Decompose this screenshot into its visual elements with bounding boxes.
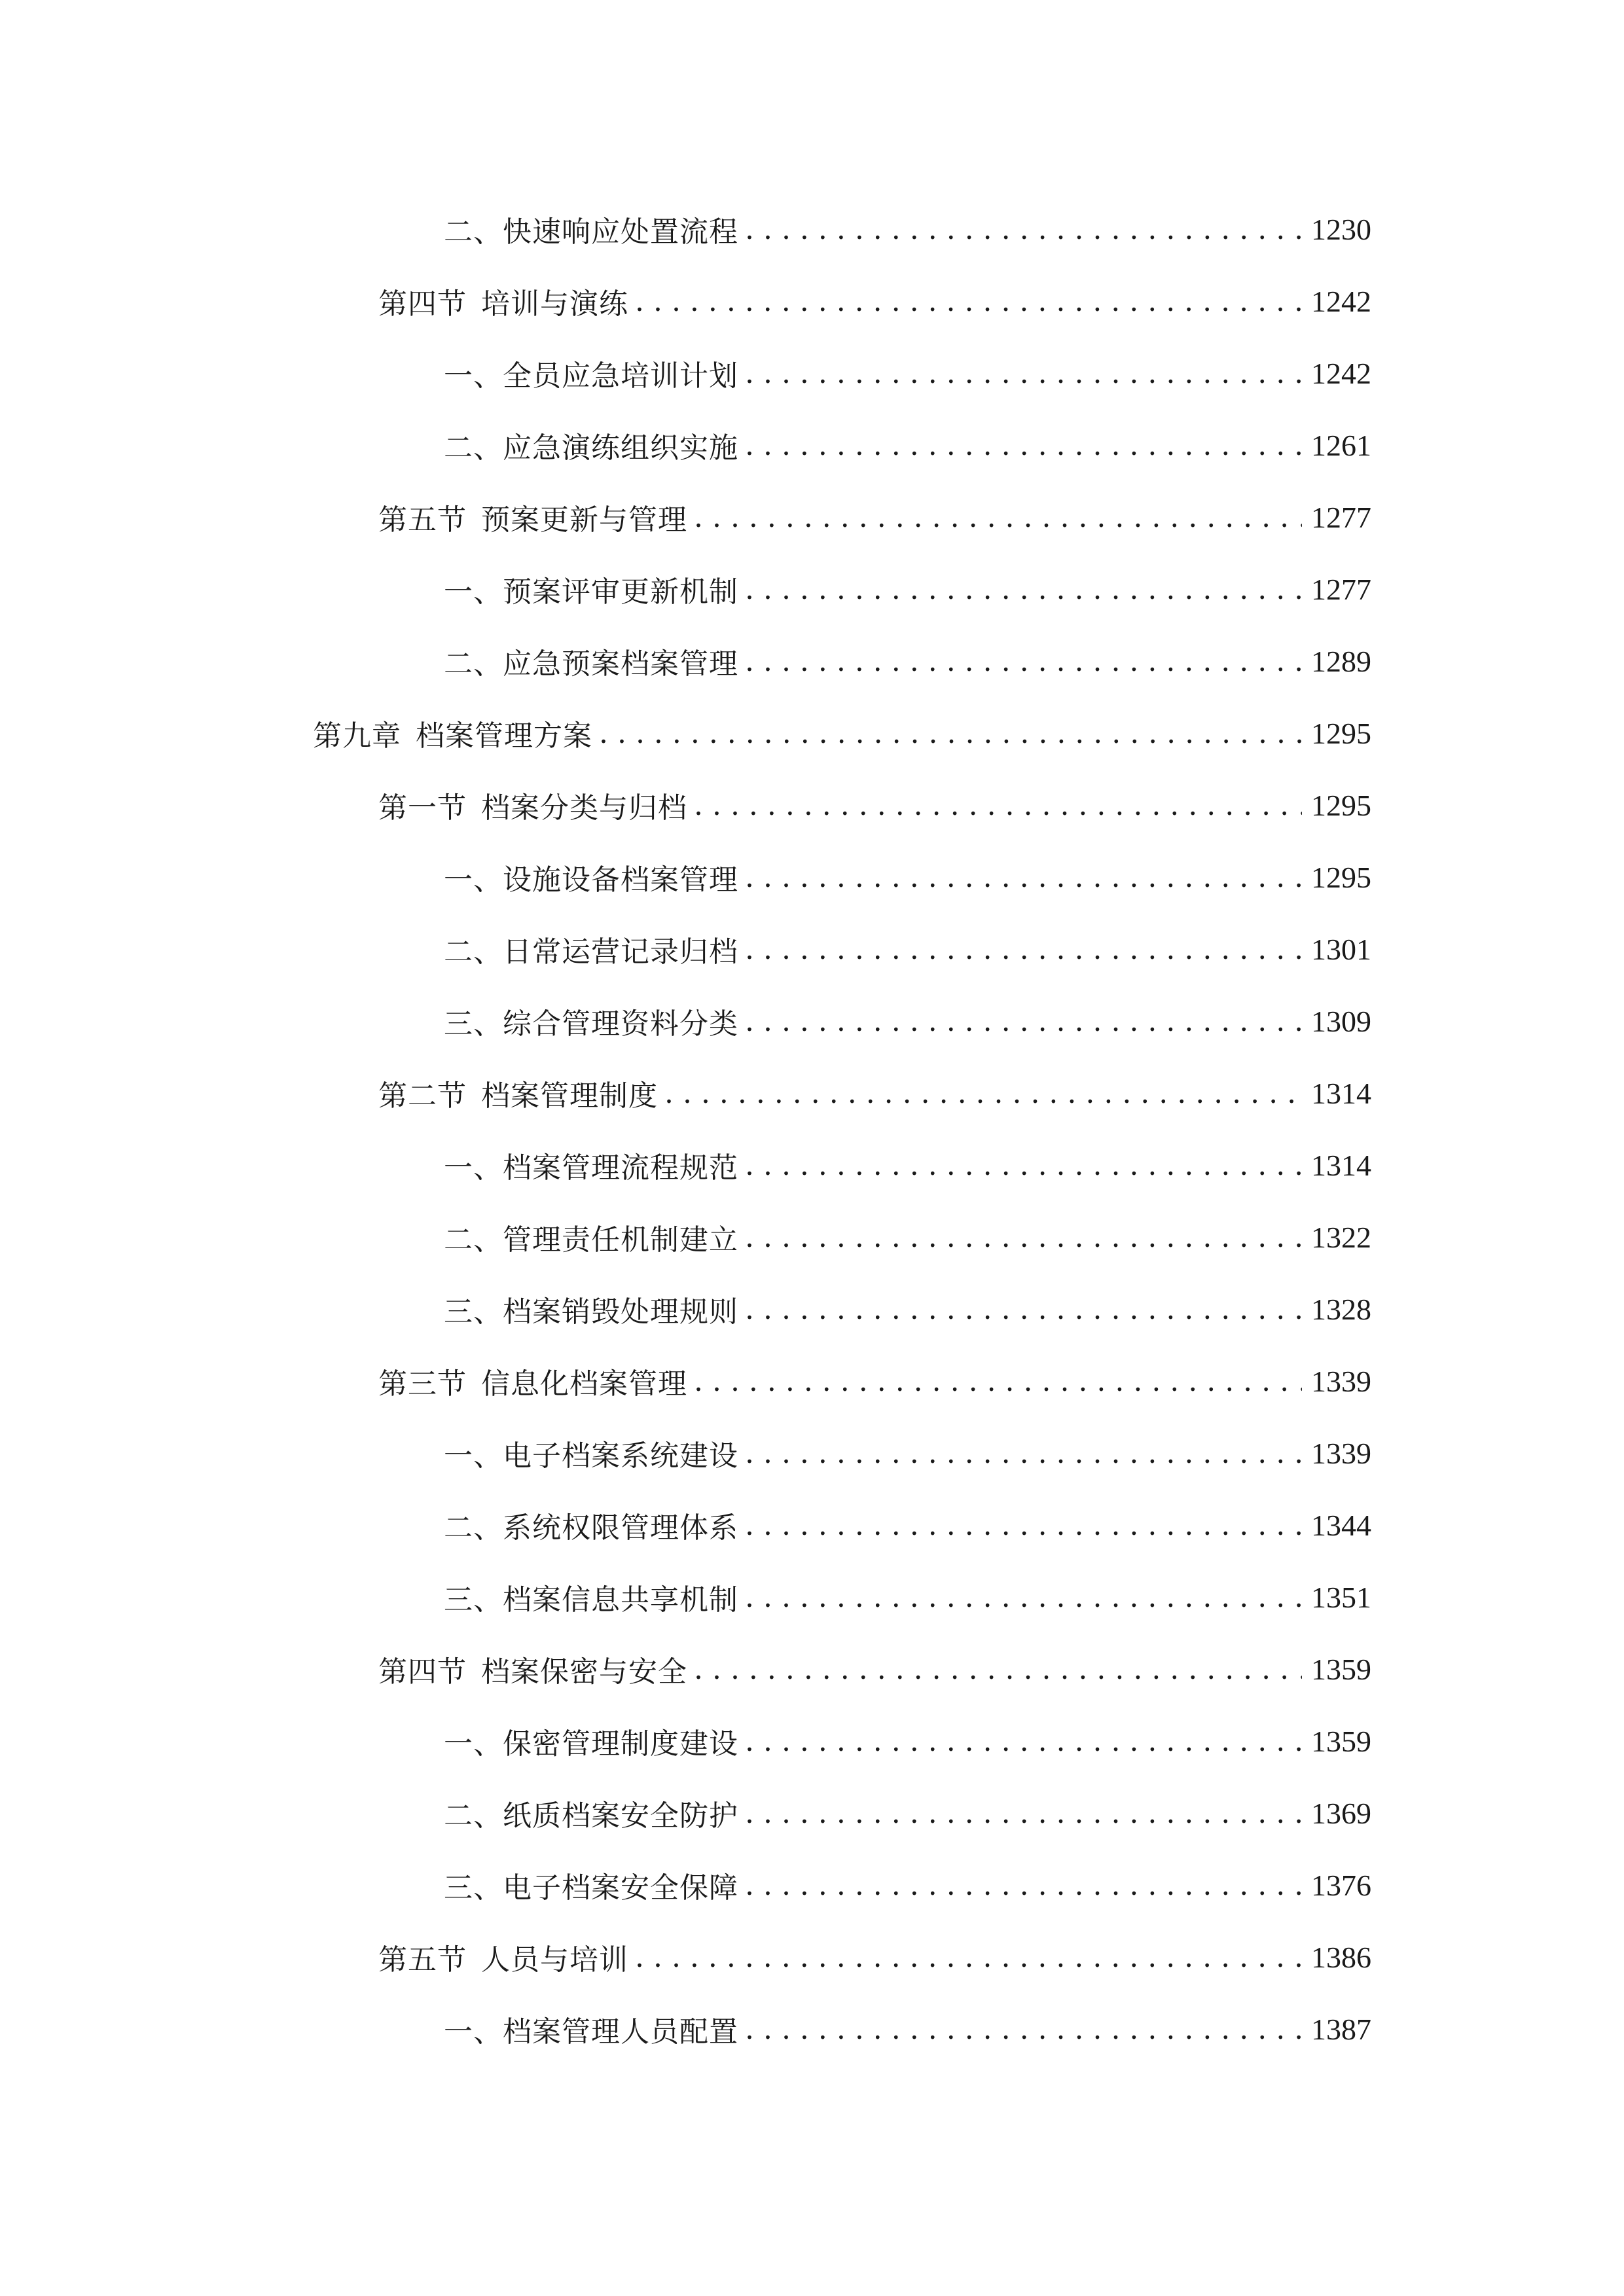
toc-entry-page-number: 1301	[1311, 932, 1371, 966]
toc-dot-leader	[745, 1293, 1302, 1326]
toc-entry[interactable]	[0, 1561, 1624, 1633]
toc-entry[interactable]	[0, 337, 1624, 409]
toc-entry[interactable]	[0, 481, 1624, 553]
toc-entry[interactable]	[0, 1345, 1624, 1417]
toc-dot-leader	[745, 861, 1302, 894]
toc-entry-number: 三、	[444, 1583, 503, 1617]
toc-entry-page-number: 1314	[1311, 1076, 1371, 1110]
toc-dot-leader	[745, 573, 1302, 606]
toc-entry-title: 预案评审更新机制	[503, 575, 738, 609]
toc-entry-page-number: 1339	[1311, 1364, 1371, 1398]
toc-entry-number: 二、	[444, 215, 503, 249]
toc-dot-leader	[745, 933, 1302, 966]
toc-entry-title: 应急预案档案管理	[503, 647, 738, 681]
toc-entry-title: 培训与演练	[481, 287, 628, 321]
toc-entry-number: 一、	[444, 575, 503, 609]
toc-entry-title: 应急演练组织实施	[503, 431, 738, 465]
toc-entry-number: 二、	[444, 647, 503, 681]
toc-entry[interactable]	[0, 1417, 1624, 1489]
toc-entry-title: 纸质档案安全防护	[503, 1799, 738, 1833]
toc-entry-title: 档案管理制度	[481, 1079, 658, 1113]
toc-dot-leader	[635, 285, 1302, 318]
toc-dot-leader	[745, 645, 1302, 678]
toc-entry[interactable]	[0, 1849, 1624, 1921]
toc-entry-number: 二、	[444, 1511, 503, 1545]
toc-dot-leader	[635, 1941, 1302, 1974]
toc-entry-title: 档案分类与归档	[481, 791, 687, 825]
table-of-contents	[0, 193, 1624, 2065]
toc-dot-leader	[664, 1077, 1302, 1110]
toc-entry-title: 综合管理资料分类	[503, 1007, 738, 1041]
toc-entry-number: 第一节	[378, 791, 467, 825]
toc-entry-page-number: 1309	[1311, 1004, 1371, 1038]
toc-entry[interactable]	[0, 553, 1624, 625]
toc-entry[interactable]	[0, 1705, 1624, 1777]
toc-entry[interactable]	[0, 985, 1624, 1057]
toc-entry-page-number: 1289	[1311, 644, 1371, 678]
toc-entry[interactable]	[0, 1921, 1624, 1993]
toc-entry-number: 第四节	[378, 287, 467, 321]
toc-dot-leader	[745, 1005, 1302, 1038]
toc-entry-number: 第九章	[313, 719, 401, 753]
toc-entry-page-number: 1242	[1311, 356, 1371, 390]
toc-dot-leader	[745, 1437, 1302, 1470]
toc-entry-page-number: 1277	[1311, 572, 1371, 606]
toc-entry-page-number: 1314	[1311, 1148, 1371, 1182]
toc-entry-number: 第三节	[378, 1367, 467, 1401]
toc-entry-page-number: 1242	[1311, 284, 1371, 318]
toc-entry-page-number: 1386	[1311, 1940, 1371, 1974]
toc-entry-title: 档案信息共享机制	[503, 1583, 738, 1617]
toc-entry-number: 二、	[444, 1223, 503, 1257]
toc-entry-title: 系统权限管理体系	[503, 1511, 738, 1545]
toc-dot-leader	[745, 1221, 1302, 1254]
toc-entry-title: 档案管理方案	[416, 719, 592, 753]
toc-entry-number: 二、	[444, 1799, 503, 1833]
toc-dot-leader	[694, 1365, 1302, 1398]
toc-entry-number: 第五节	[378, 503, 467, 537]
toc-entry-title: 快速响应处置流程	[503, 215, 738, 249]
toc-entry[interactable]	[0, 841, 1624, 913]
toc-entry[interactable]	[0, 193, 1624, 265]
toc-entry-page-number: 1369	[1311, 1796, 1371, 1830]
toc-entry-title: 保密管理制度建设	[503, 1727, 738, 1761]
toc-entry-page-number: 1230	[1311, 212, 1371, 246]
toc-entry-page-number: 1295	[1311, 716, 1371, 750]
toc-entry[interactable]	[0, 1057, 1624, 1129]
toc-entry-title: 档案管理人员配置	[503, 2015, 738, 2049]
toc-entry-title: 预案更新与管理	[481, 503, 687, 537]
toc-entry-title: 档案销毁处理规则	[503, 1295, 738, 1329]
toc-dot-leader	[745, 1581, 1302, 1614]
toc-entry[interactable]	[0, 1777, 1624, 1849]
toc-entry-page-number: 1277	[1311, 500, 1371, 534]
toc-entry-page-number: 1322	[1311, 1220, 1371, 1254]
toc-entry-number: 三、	[444, 1007, 503, 1041]
toc-entry-number: 三、	[444, 1295, 503, 1329]
toc-entry[interactable]	[0, 1993, 1624, 2065]
toc-dot-leader	[745, 1149, 1302, 1182]
toc-dot-leader	[745, 213, 1302, 246]
toc-dot-leader	[745, 1869, 1302, 1902]
toc-entry-title: 电子档案系统建设	[503, 1439, 738, 1473]
toc-entry[interactable]	[0, 769, 1624, 841]
toc-entry-number: 第四节	[378, 1655, 467, 1689]
toc-entry-title: 设施设备档案管理	[503, 863, 738, 897]
toc-entry-title: 全员应急培训计划	[503, 359, 738, 393]
toc-entry-number: 一、	[444, 1151, 503, 1185]
toc-entry-page-number: 1328	[1311, 1292, 1371, 1326]
toc-entry[interactable]	[0, 1129, 1624, 1201]
toc-entry-number: 第二节	[378, 1079, 467, 1113]
toc-entry-number: 一、	[444, 1727, 503, 1761]
toc-entry-page-number: 1376	[1311, 1868, 1371, 1902]
toc-dot-leader	[745, 1509, 1302, 1542]
toc-dot-leader	[745, 2013, 1302, 2046]
toc-entry[interactable]	[0, 697, 1624, 769]
toc-entry[interactable]	[0, 265, 1624, 337]
toc-entry-page-number: 1295	[1311, 860, 1371, 894]
toc-entry-page-number: 1387	[1311, 2012, 1371, 2046]
toc-entry[interactable]	[0, 1633, 1624, 1705]
toc-entry-page-number: 1339	[1311, 1436, 1371, 1470]
toc-entry-title: 日常运营记录归档	[503, 935, 738, 969]
toc-entry[interactable]	[0, 1489, 1624, 1561]
toc-entry-page-number: 1261	[1311, 428, 1371, 462]
toc-entry-number: 二、	[444, 431, 503, 465]
toc-entry[interactable]	[0, 625, 1624, 697]
toc-entry-number: 一、	[444, 1439, 503, 1473]
toc-entry-number: 一、	[444, 863, 503, 897]
toc-entry[interactable]	[0, 1201, 1624, 1273]
toc-entry-title: 信息化档案管理	[481, 1367, 687, 1401]
toc-dot-leader	[694, 789, 1302, 822]
toc-entry-page-number: 1359	[1311, 1652, 1371, 1686]
toc-dot-leader	[745, 1725, 1302, 1758]
toc-entry-number: 一、	[444, 359, 503, 393]
toc-entry-page-number: 1344	[1311, 1508, 1371, 1542]
toc-entry-title: 人员与培训	[481, 1943, 628, 1977]
toc-entry-number: 一、	[444, 2015, 503, 2049]
toc-entry-title: 档案管理流程规范	[503, 1151, 738, 1185]
toc-entry[interactable]	[0, 1273, 1624, 1345]
toc-dot-leader	[694, 1653, 1302, 1686]
toc-entry-title: 电子档案安全保障	[503, 1871, 738, 1905]
toc-dot-leader	[694, 501, 1302, 534]
toc-dot-leader	[599, 717, 1302, 750]
toc-entry-number: 三、	[444, 1871, 503, 1905]
toc-entry-page-number: 1359	[1311, 1724, 1371, 1758]
toc-entry-number: 第五节	[378, 1943, 467, 1977]
toc-entry-page-number: 1295	[1311, 788, 1371, 822]
toc-dot-leader	[745, 357, 1302, 390]
toc-entry-page-number: 1351	[1311, 1580, 1371, 1614]
toc-entry-title: 管理责任机制建立	[503, 1223, 738, 1257]
toc-entry[interactable]	[0, 913, 1624, 985]
toc-entry[interactable]	[0, 409, 1624, 481]
toc-entry-title: 档案保密与安全	[481, 1655, 687, 1689]
toc-entry-number: 二、	[444, 935, 503, 969]
toc-dot-leader	[745, 1797, 1302, 1830]
toc-dot-leader	[745, 429, 1302, 462]
